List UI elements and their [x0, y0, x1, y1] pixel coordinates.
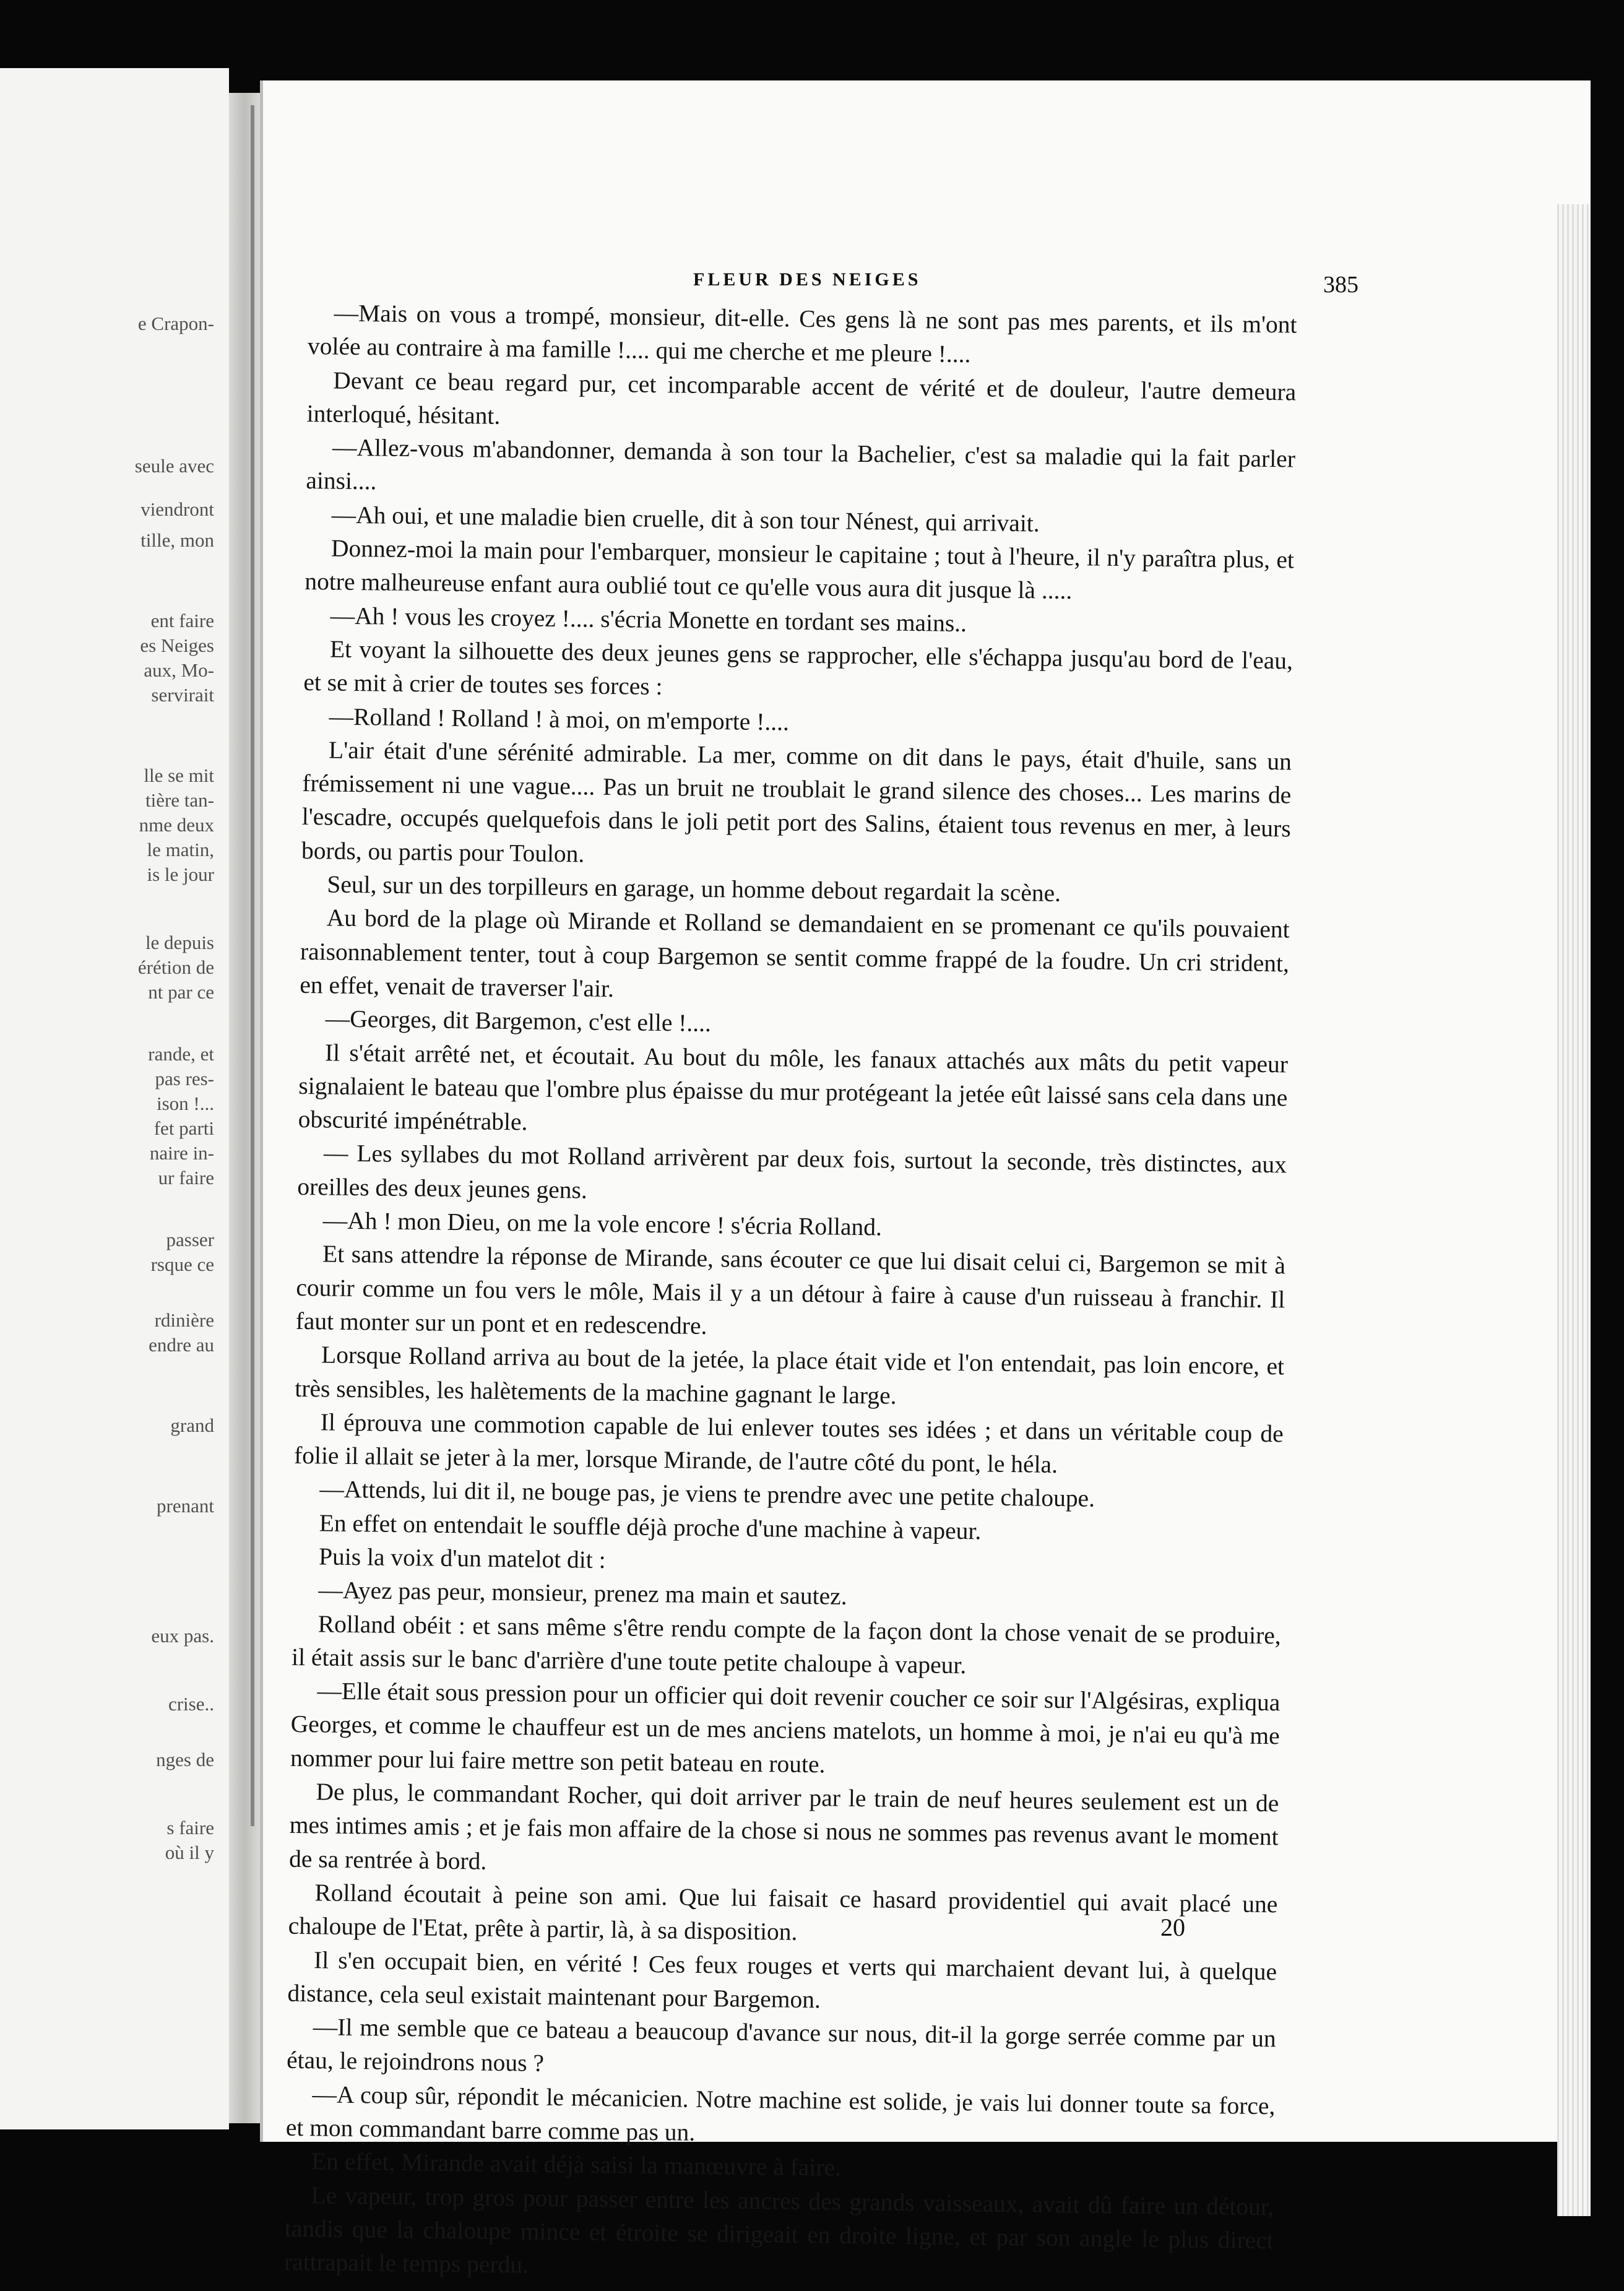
previous-page-line: ur faire — [158, 1167, 214, 1189]
gutter-shadow — [251, 105, 254, 1826]
previous-page-line: passer — [166, 1229, 214, 1250]
previous-page-line: fet parti — [153, 1117, 214, 1139]
page-number: 385 — [1323, 272, 1358, 298]
previous-page-line: le matin, — [147, 839, 214, 860]
paragraph: Le vapeur, trop gros pour passer entre les ancres des grands vaisseaux, avait dû faire un détour, tandis que la chaloupe mince et étroite se dirigeait en droite ligne, et par son angle le plus direct rattrapait le temps perdu. — [283, 2181, 1274, 2279]
previous-page-line: ent faire — [150, 610, 214, 631]
paragraph: —Allez-vous m'abandonner, demanda à son tour la Bachelier, c'est sa maladie qui la fait parler ainsi.... — [306, 433, 1296, 495]
previous-page-line: viendront — [140, 498, 214, 520]
previous-page-line: grand — [170, 1414, 214, 1436]
previous-page-line: eux pas. — [151, 1625, 214, 1647]
paragraph: —Mais on vous a trompé, monsieur, dit-elle. Ces gens là ne sont pas mes parents, et ils m'ont volée au contraire à ma famille !.... qui me cherche et me pleure !.... — [307, 299, 1297, 368]
paragraph: En effet, Mirande avait déjà saisi la manœuvre à faire. — [311, 2147, 842, 2182]
paragraph: Au bord de la plage où Mirande et Rolland se demandaient en se promenant ce qu'ils pouvaient raisonnablement tenter, tout à coup Bargemon se sentit comme frappé de la foudre. Un cri strident, en effet, venait de traverser l'air. — [300, 904, 1290, 1003]
paragraph: L'air était d'une sérénité admirable. La mer, comme on dit dans le pays, était d'huile, sans un frémissement ni une vague.... Pas un bruit ne troublait le grand silence des choses... Les marins de l'escadre, occupés quelquefois dans le joli petit port des Salins, étaient tous revenus en mer, à leurs bords, ou partis pour Toulon. — [301, 736, 1292, 868]
previous-page-line: ison !... — [157, 1093, 214, 1114]
previous-page-line: nt par ce — [148, 981, 214, 1003]
paragraph: Et sans attendre la réponse de Mirande, sans écouter ce que lui disait celui ci, Bargemon se mit à courir comme un fou vers le môle, Mais il y a un détour à faire à cause d'un ruisseau à franchir. Il faut monter sur un pont et en redescendre. — [295, 1240, 1286, 1340]
previous-page-line: tille, mon — [140, 529, 214, 551]
paragraph: —Ah oui, et une maladie bien cruelle, dit à son tour Nénest, qui arrivait. — [331, 501, 1040, 537]
previous-page-line: prenant — [157, 1495, 214, 1517]
previous-page-line: naire in- — [149, 1142, 214, 1164]
paragraph: —Ah ! vous les croyez !.... s'écria Monette en tordant ses mains.. — [330, 602, 967, 637]
previous-page-line: lle se mit — [144, 764, 214, 786]
paragraph: —Attends, lui dit il, ne bouge pas, je viens te prendre avec une petite chaloupe. — [319, 1475, 1095, 1513]
paragraph: En effet on entendait le souffle déjà proche d'une machine à vapeur. — [319, 1509, 982, 1545]
paragraph: —Rolland ! Rolland ! à moi, on m'emporte !.... — [329, 703, 790, 736]
paragraph: Rolland écoutait à peine son ami. Que lui faisait ce hasard providentiel qui avait placé une chaloupe de l'Etat, prête à partir, là, à sa disposition. — [288, 1879, 1278, 1946]
previous-page-line: is le jour — [147, 864, 214, 885]
paragraph: —Elle était sous pression pour un officier qui doit revenir coucher ce soir sur l'Algésiras, expliqua Georges, et comme le chauffeur est un de mes anciens matelots, un homme à moi, je n'ai eu qu'à me nommer pour lui faire mettre son petit bateau en route. — [290, 1677, 1281, 1778]
paragraph: Puis la voix d'un matelot dit : — [318, 1543, 606, 1574]
previous-page-line: pas res- — [155, 1068, 214, 1089]
previous-page-line: rande, et — [148, 1043, 214, 1065]
paragraph: —Ah ! mon Dieu, on me la vole encore ! s'écria Rolland. — [322, 1206, 883, 1241]
previous-page-line: aux, Mo- — [144, 659, 214, 681]
previous-page-line: tière tan- — [145, 789, 214, 811]
previous-page-line: nme deux — [139, 814, 214, 836]
previous-page-line: s faire — [166, 1817, 214, 1838]
page-edges — [1557, 204, 1591, 2216]
previous-page-line: crise.. — [168, 1693, 214, 1715]
paragraph: Il éprouva une commotion capable de lui enlever toutes ses idées ; et dans un véritable coup de folie il allait se jeter à la mer, lorsque Mirande, de l'autre côté du pont, le héla. — [293, 1408, 1284, 1479]
previous-page-line: le depuis — [145, 932, 214, 953]
paragraph: —Georges, dit Bargemon, c'est elle !.... — [325, 1005, 712, 1037]
previous-page-line: rdinière — [154, 1309, 214, 1331]
paragraph: Et voyant la silhouette des deux jeunes gens se rapprocher, elle s'échappa jusqu'au bord de l'eau, et se mit à crier de toutes ses forces : — [303, 635, 1294, 701]
paragraph: — Les syllabes du mot Rolland arrivèrent par deux fois, surtout la seconde, très distinctes, aux oreilles des deux jeunes gens. — [297, 1139, 1287, 1204]
paragraph: —Ayez pas peur, monsieur, prenez ma main et sautez. — [318, 1576, 847, 1611]
paragraph: —A coup sûr, répondit le mécanicien. Notre machine est solide, je vais lui donner toute sa force, et mon commandant barre comme pas un. — [285, 2081, 1276, 2146]
previous-page-line: où il y — [165, 1842, 214, 1863]
previous-page — [0, 68, 229, 2129]
paragraph: Il s'était arrêté net, et écoutait. Au bout du môle, les fanaux attachés aux mâts du petit vapeur signalaient le bateau que l'ombre plus épaisse du mur protégeant la jetée eût laissé sans cela dans une obscurité impénétrable. — [298, 1038, 1289, 1136]
paragraph: Lorsque Rolland arriva au bout de la jetée, la place était vide et l'on entendait, pas loin encore, et très sensibles, les halètements de la machine gagnant le large. — [295, 1341, 1285, 1410]
previous-page-line: e Crapon- — [137, 313, 214, 334]
previous-page-line: seule avec — [134, 455, 214, 477]
paragraph: Rolland obéit : et sans même s'être rendu compte de la façon dont la chose venait de se produire, il était assis sur le banc d'arrière d'une toute petite chaloupe à vapeur. — [291, 1609, 1281, 1679]
previous-page-line: servirait — [151, 684, 214, 706]
previous-page-line: es Neiges — [140, 634, 214, 656]
paragraph: Il s'en occupait bien, en vérité ! Ces feux rouges et verts qui marchaient devant lui, à quelque distance, cela seul existait maintenant pour Bargemon. — [287, 1946, 1277, 2014]
signature-mark: 20 — [1160, 1913, 1185, 1941]
paragraph: —Il me semble que ce bateau a beaucoup d'avance sur nous, dit-il la gorge serrée comme par un étau, le rejoindrons nous ? — [286, 2013, 1276, 2077]
previous-page-line: nges de — [156, 1749, 214, 1770]
paragraph: De plus, le commandant Rocher, qui doit arriver par le train de neuf heures seulement est un de mes intimes amis ; et je fais mon affaire de la chose si nous ne sommes pas revenus avant le moment de sa rentrée à bord. — [288, 1778, 1279, 1875]
paragraph: Donnez-moi la main pour l'embarquer, monsieur le capitaine ; tout à l'heure, il n'y paraîtra plus, et notre malheureuse enfant aura oublié tout ce qu'elle vous aura dit jusque là ..... — [304, 534, 1295, 605]
previous-page-line: endre au — [149, 1334, 214, 1356]
body-text — [284, 296, 1297, 2291]
paragraph: Seul, sur un des torpilleurs en garage, un homme debout regardait la scène. — [327, 870, 1061, 907]
previous-page-line: rsque ce — [150, 1254, 214, 1275]
previous-page-line: érétion de — [137, 956, 214, 978]
paragraph: Devant ce beau regard pur, cet incomparable accent de vérité et de douleur, l'autre demeura interloqué, hésitant. — [306, 366, 1297, 430]
running-head: FLEUR DES NEIGES — [693, 269, 922, 290]
